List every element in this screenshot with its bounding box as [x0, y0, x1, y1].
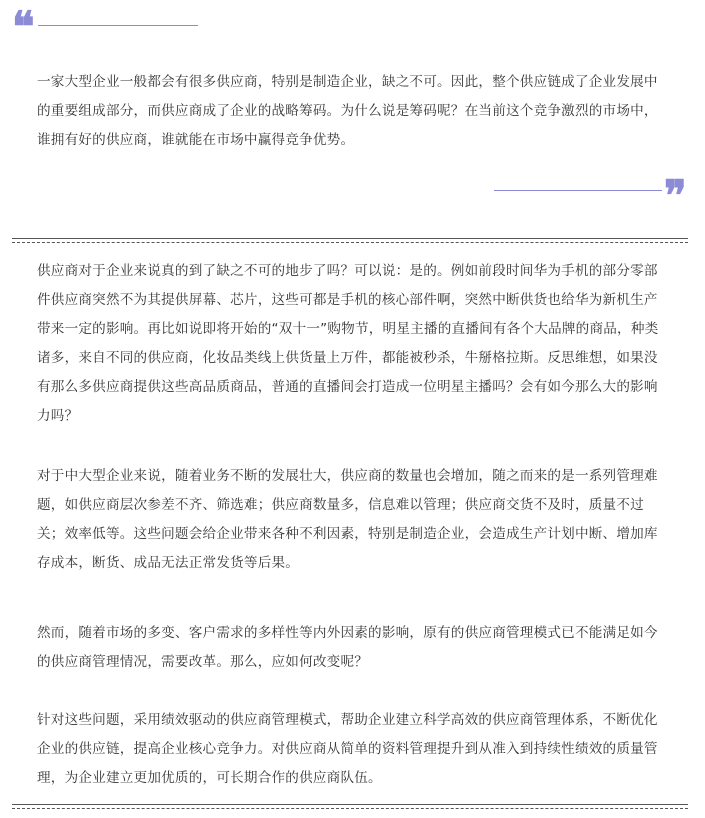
intro-quote-block [0, 0, 705, 220]
quote-top-rule [38, 25, 198, 26]
body-paragraph-3: 然而，随着市场的多变、客户需求的多样性等内外因素的影响，原有的供应商管理模式已不能满足如今的供应商管理情况，需要改革。那么，应如何改变呢？ [37, 625, 658, 670]
section-divider-top [12, 238, 688, 239]
quote-bottom-rule [494, 190, 662, 191]
body-paragraph-2: 对于中大型企业来说，随着业务不断的发展壮大，供应商的数量也会增加，随之而来的是一系列管理难题，如供应商层次参差不齐、筛选难；供应商数量多，信息难以管理；供应商交货不及时，质量不过关；效率低等。这些问题会给企业带来各种不利因素，特别是制造企业，会造成生产计划中断、增加库存成本，断货、成品无法正常发货等后果。 [37, 468, 658, 571]
body-paragraph-1: 供应商对于企业来说真的到了缺之不可的地步了吗？可以说：是的。例如前段时间华为手机的部分零部件供应商突然不为其提供屏幕、芯片，这些可都是手机的核心部件啊，突然中断供货也给华为新机生产带来一定的影响。再比如说即将开始的“双十一”购物节，明星主播的直播间有各个大品牌的商品，种类诸多，来自不同的供应商，化妆品类线上供货量上万件，都能被秒杀，牛掰格拉斯。反思维想，如果没有那么多供应商提供这些高品质商品，普通的直播间会打造成一位明星主播吗？会有如今那么大的影响力吗？ [37, 263, 659, 424]
intro-quote-text: 一家大型企业一般都会有很多供应商，特别是制造企业，缺之不可。因此，整个供应链成了企业发展中的重要组成部分，而供应商成了企业的战略筹码。为什么说是筹码呢？在当前这个竞争激烈的市场中，谁拥有好的供应商，谁就能在市场中赢得竞争优势。 [37, 74, 658, 148]
close-quote-icon: ❞ [664, 171, 687, 220]
open-quote-icon: ❝ [12, 2, 35, 51]
section-divider-bottom [12, 804, 688, 805]
body-paragraph-4: 针对这些问题，采用绩效驱动的供应商管理模式，帮助企业建立科学高效的供应商管理体系，不断优化企业的供应链，提高企业核心竞争力。对供应商从简单的资料管理提升到从准入到持续性绩效的质量管理，为企业建立更加优质的，可长期合作的供应商队伍。 [37, 712, 658, 786]
